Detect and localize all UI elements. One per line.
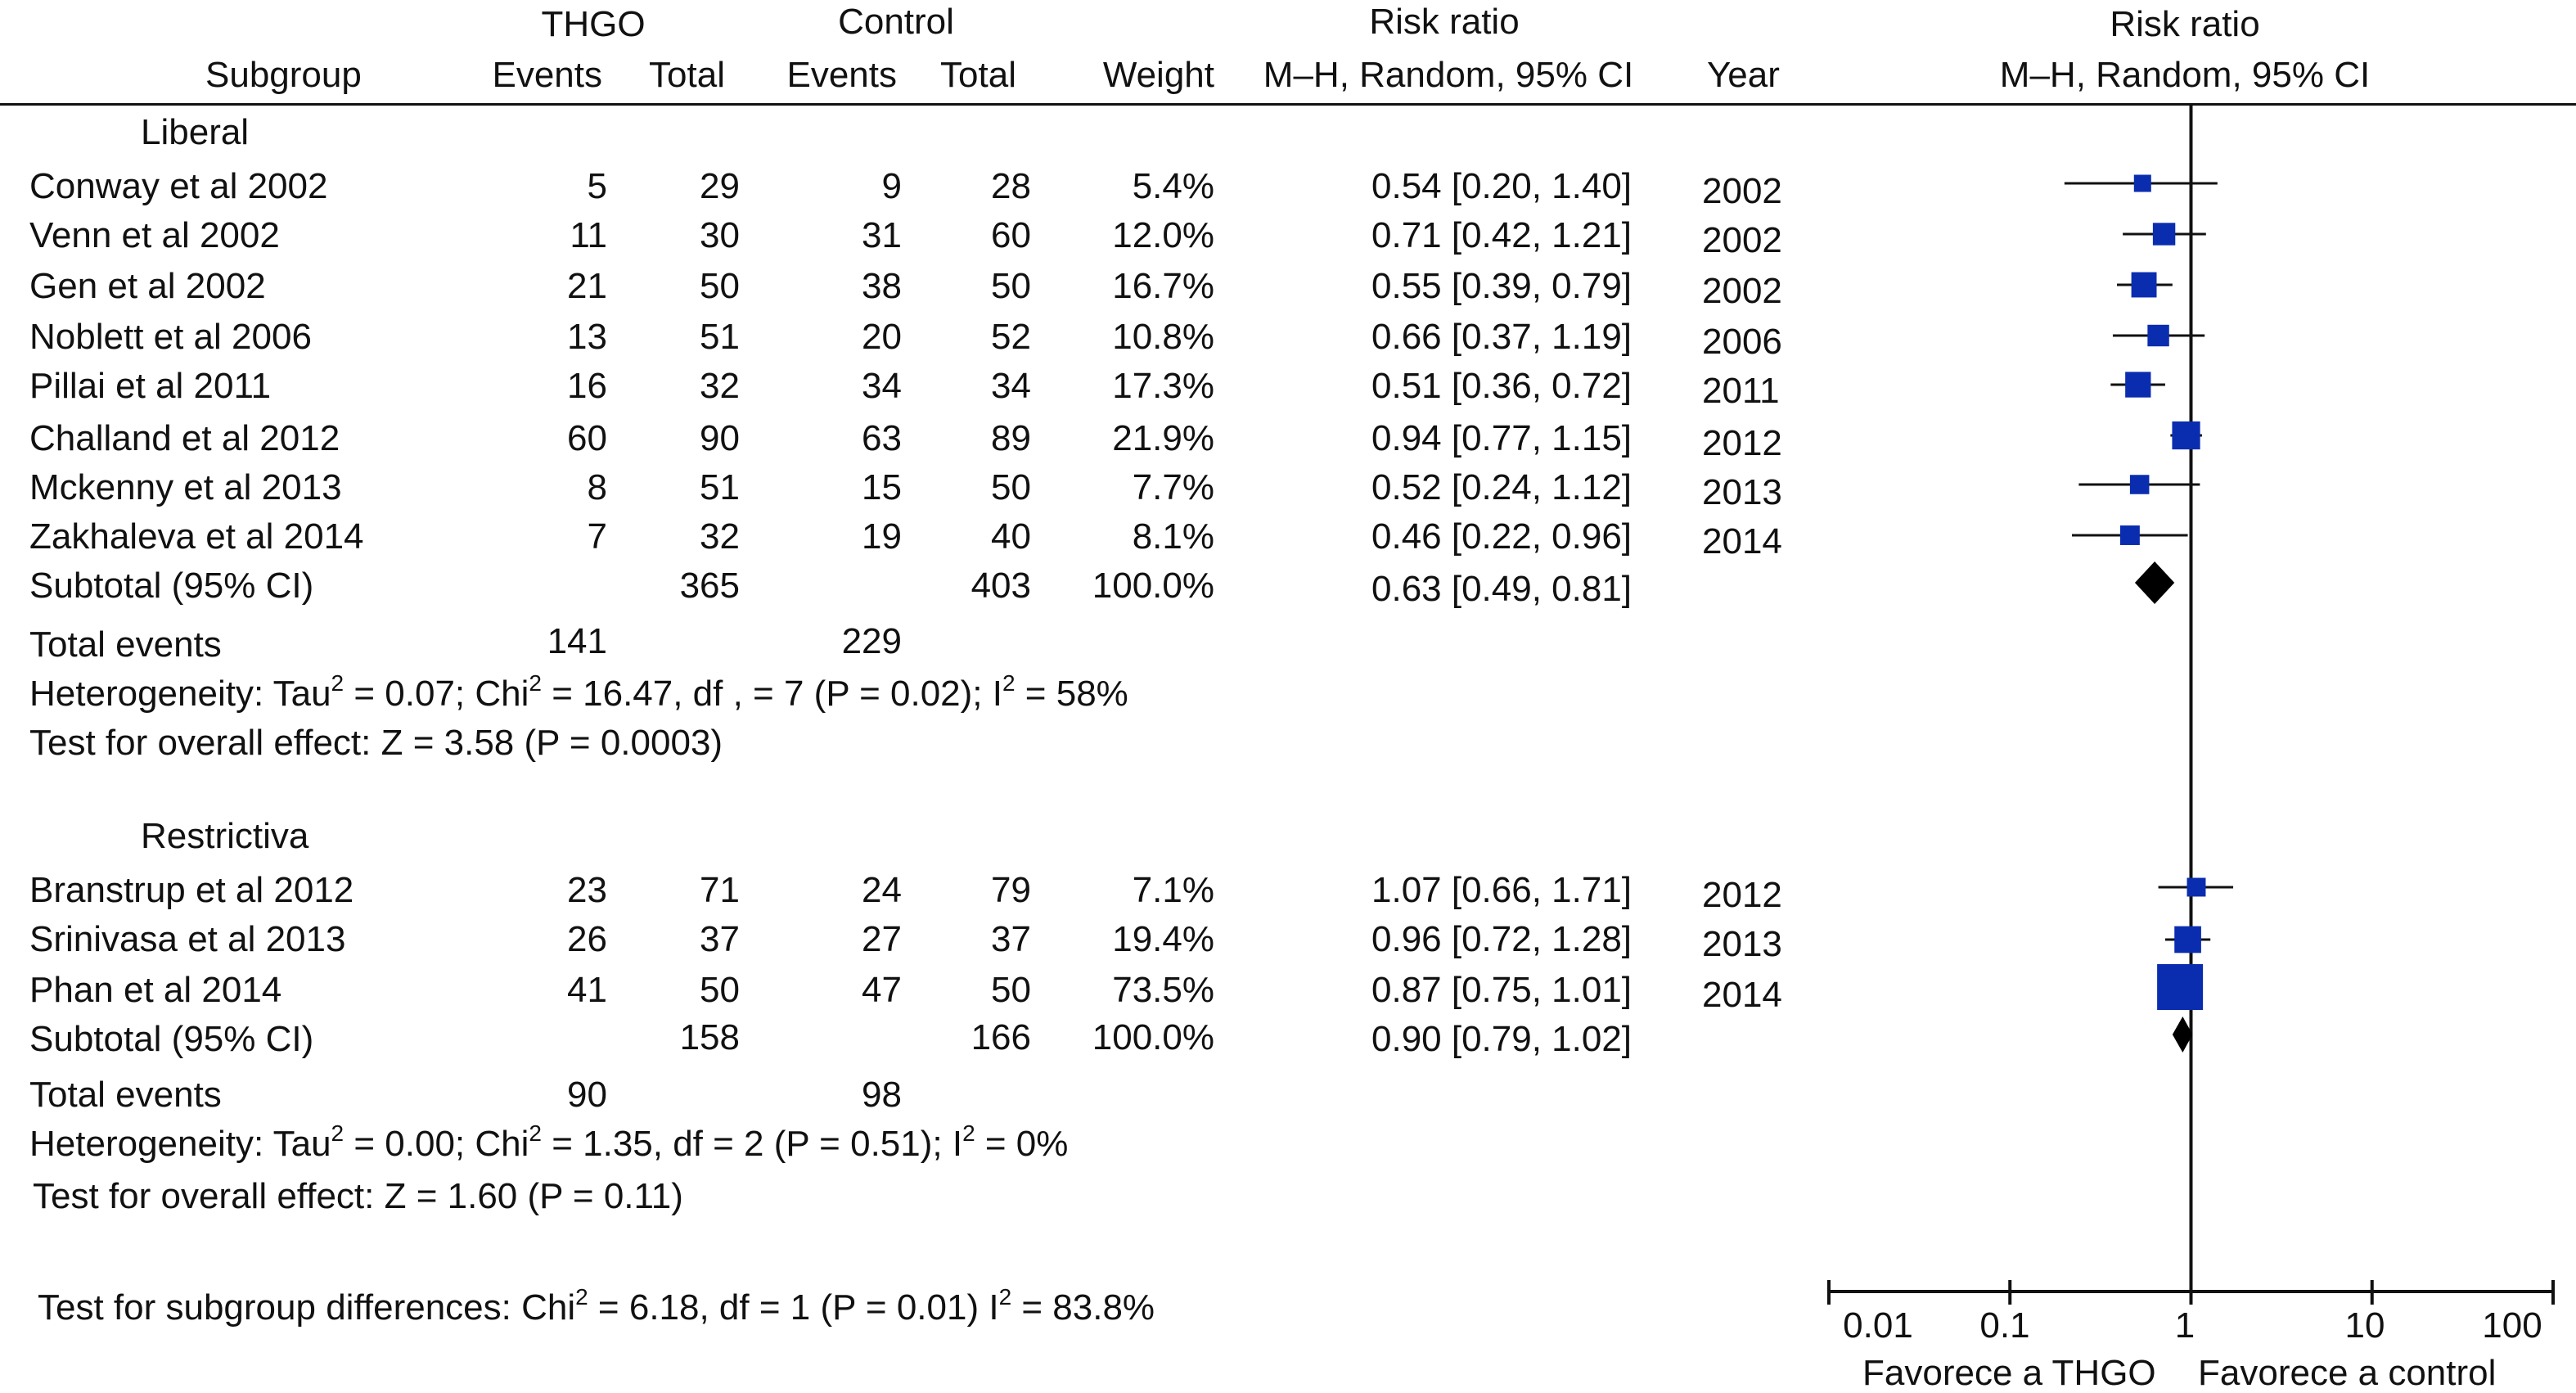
risk-ratio-header: Risk ratio (1369, 2, 1520, 42)
study-name: Branstrup et al 2012 (29, 870, 354, 910)
study-year: 2014 (1702, 975, 1782, 1015)
control-events: 27 (862, 919, 902, 959)
control-total: 52 (991, 317, 1031, 357)
effect-marker (2125, 372, 2150, 397)
risk-ratio-method-header: M–H, Random, 95% CI (1263, 55, 1634, 95)
subtotal-n2: 403 (971, 566, 1031, 606)
subtotal-label: Subtotal (95% CI) (29, 566, 314, 606)
total-events-label-2: Total events (29, 1075, 222, 1115)
control-events: 19 (862, 516, 902, 557)
risk-ratio-ci: 0.51 [0.36, 0.72] (1371, 366, 1633, 406)
thgo-total: 30 (700, 215, 740, 255)
effect-marker (2187, 878, 2206, 897)
weight-value: 73.5% (1112, 970, 1214, 1010)
thgo-total: 71 (700, 870, 740, 910)
control-total: 50 (991, 266, 1031, 306)
heterogeneity-liberal: Heterogeneity: Tau$^2$ = 0.07; Chi$^2$ = 16.47, df , = 7 (P = 0.02); $I^2 = 58\%$ (29, 670, 1128, 714)
events2-header: Events (786, 55, 897, 95)
thgo-events: 60 (567, 418, 607, 458)
thgo-total: 37 (700, 919, 740, 959)
study-name: Pillai et al 2011 (29, 366, 272, 406)
weight-value: 21.9% (1112, 418, 1214, 458)
study-name: Mckenny et al 2013 (29, 467, 342, 507)
group1-header: THGO (541, 4, 646, 44)
study-year: 2012 (1702, 875, 1782, 915)
control-total: 28 (991, 166, 1031, 206)
weight-value: 17.3% (1112, 366, 1214, 406)
total-events-label: Total events (29, 624, 222, 665)
control-events: 63 (862, 418, 902, 458)
favours-left-label: Favorece a THGO (1862, 1353, 2156, 1393)
control-events: 24 (862, 870, 902, 910)
weight-value: 5.4% (1132, 166, 1214, 206)
weight-value: 16.7% (1112, 266, 1214, 306)
study-name: Gen et al 2002 (29, 266, 266, 306)
control-events: 38 (862, 266, 902, 306)
thgo-total: 51 (700, 467, 740, 507)
effect-marker (2134, 174, 2151, 192)
risk-ratio-ci: 0.52 [0.24, 1.12] (1371, 467, 1633, 507)
study-name: Phan et al 2014 (29, 970, 282, 1010)
year-header: Year (1707, 55, 1780, 95)
effect-marker (2120, 525, 2140, 545)
thgo-total: 32 (700, 516, 740, 557)
thgo-events: 26 (567, 919, 607, 959)
total-events-e1-2: 90 (567, 1075, 607, 1115)
control-total: 60 (991, 215, 1031, 255)
control-events: 31 (862, 215, 902, 255)
control-total: 79 (991, 870, 1031, 910)
thgo-events: 16 (567, 366, 607, 406)
study-name: Zakhaleva et al 2014 (29, 516, 364, 557)
risk-ratio-ci: 0.87 [0.75, 1.01] (1371, 970, 1633, 1010)
plot-title: Risk ratio (2110, 4, 2260, 44)
subtotal-weight-2: 100.0% (1092, 1017, 1214, 1057)
overall-effect-restrictiva: Test for overall effect: Z = 1.60 (P = 0.11) (33, 1176, 683, 1216)
total2-header: Total (940, 55, 1016, 95)
thgo-events: 21 (567, 266, 607, 306)
control-events: 47 (862, 970, 902, 1010)
risk-ratio-ci: 0.54 [0.20, 1.40] (1371, 166, 1633, 206)
x-tick-label-2: 1 (2174, 1305, 2195, 1346)
risk-ratio-ci: 0.94 [0.77, 1.15] (1371, 418, 1633, 458)
study-name: Challand et al 2012 (29, 418, 340, 458)
study-name: Noblett et al 2006 (29, 317, 312, 357)
favours-right-label: Favorece a control (2198, 1353, 2497, 1393)
study-year: 2002 (1702, 271, 1782, 311)
weight-value: 10.8% (1112, 317, 1214, 357)
effect-marker (2172, 422, 2200, 449)
control-events: 20 (862, 317, 902, 357)
subtotal-diamond (2135, 561, 2174, 604)
thgo-events: 23 (567, 870, 607, 910)
events1-header: Events (492, 55, 602, 95)
study-year: 2006 (1702, 322, 1782, 362)
study-year: 2014 (1702, 521, 1782, 561)
control-total: 37 (991, 919, 1031, 959)
thgo-events: 13 (567, 317, 607, 357)
subtotal-ci-2: 0.90 [0.79, 1.02] (1371, 1019, 1633, 1059)
effect-marker (2132, 273, 2157, 298)
subgroup-differences-test: Test for subgroup differences: Chi$^2$ = 6.18, df = 1 (P = 0.01) $I^2 = 83.8\%$ (38, 1284, 1155, 1328)
control-total: 40 (991, 516, 1031, 557)
risk-ratio-ci: 0.66 [0.37, 1.19] (1371, 317, 1633, 357)
control-total: 50 (991, 467, 1031, 507)
total1-header: Total (649, 55, 725, 95)
thgo-total: 50 (700, 970, 740, 1010)
control-total: 34 (991, 366, 1031, 406)
weight-header: Weight (1102, 55, 1214, 95)
thgo-events: 7 (587, 516, 607, 557)
effect-marker (2130, 475, 2150, 494)
group2-header: Control (838, 2, 954, 42)
risk-ratio-ci: 0.46 [0.22, 0.96] (1371, 516, 1633, 557)
x-tick-label-3: 10 (2344, 1305, 2385, 1346)
control-events: 34 (862, 366, 902, 406)
total-events-e2-2: 98 (862, 1075, 902, 1115)
effect-marker (2174, 926, 2201, 953)
subtotal-n1-2: 158 (679, 1017, 740, 1057)
x-tick-label-1: 0.1 (1979, 1305, 2030, 1346)
weight-value: 7.1% (1132, 870, 1214, 910)
risk-ratio-ci: 0.71 [0.42, 1.21] (1371, 215, 1633, 255)
study-year: 2013 (1702, 924, 1782, 964)
risk-ratio-ci: 0.55 [0.39, 0.79] (1371, 266, 1633, 306)
study-year: 2011 (1702, 371, 1780, 411)
study-year: 2002 (1702, 171, 1782, 211)
heterogeneity-restrictiva: Heterogeneity: Tau$^2$ = 0.00; Chi$^2$ = 1.35, df = 2 (P = 0.51); $I^2 = 0\%$ (29, 1120, 1069, 1164)
control-total: 89 (991, 418, 1031, 458)
thgo-total: 51 (700, 317, 740, 357)
weight-value: 7.7% (1132, 467, 1214, 507)
thgo-total: 29 (700, 166, 740, 206)
group-label-restrictiva: Restrictiva (141, 816, 309, 856)
weight-value: 19.4% (1112, 919, 1214, 959)
weight-value: 12.0% (1112, 215, 1214, 255)
thgo-events: 5 (587, 166, 607, 206)
thgo-events: 8 (587, 467, 607, 507)
risk-ratio-ci: 0.96 [0.72, 1.28] (1371, 919, 1633, 959)
total-events-e1: 141 (547, 621, 607, 661)
study-year: 2002 (1702, 220, 1782, 260)
x-tick-label-4: 100 (2482, 1305, 2542, 1346)
thgo-total: 32 (700, 366, 740, 406)
control-events: 9 (881, 166, 902, 206)
control-total: 50 (991, 970, 1031, 1010)
thgo-total: 90 (700, 418, 740, 458)
subtotal-n1: 365 (679, 566, 740, 606)
study-name: Srinivasa et al 2013 (29, 919, 346, 959)
subgroup-header: Subgroup (205, 55, 362, 95)
x-tick-label-0: 0.01 (1843, 1305, 1913, 1346)
risk-ratio-ci: 1.07 [0.66, 1.71] (1371, 870, 1633, 910)
plot-method: M–H, Random, 95% CI (1999, 55, 2371, 95)
total-events-e2: 229 (841, 621, 902, 661)
thgo-total: 50 (700, 266, 740, 306)
study-name: Conway et al 2002 (29, 166, 328, 206)
subtotal-ci: 0.63 [0.49, 0.81] (1371, 569, 1633, 609)
subtotal-weight: 100.0% (1092, 566, 1214, 606)
study-year: 2013 (1702, 472, 1782, 512)
group-label-liberal: Liberal (141, 112, 250, 152)
study-name: Venn et al 2002 (29, 215, 280, 255)
overall-effect-liberal: Test for overall effect: Z = 3.58 (P = 0.0003) (29, 723, 723, 763)
control-events: 15 (862, 467, 902, 507)
effect-marker (2153, 223, 2175, 245)
effect-marker (2157, 964, 2203, 1010)
effect-marker (2147, 325, 2168, 346)
thgo-events: 41 (567, 970, 607, 1010)
weight-value: 8.1% (1132, 516, 1214, 557)
study-year: 2012 (1702, 423, 1782, 463)
subtotal-label-2: Subtotal (95% CI) (29, 1019, 314, 1059)
subtotal-n2-2: 166 (971, 1017, 1031, 1057)
thgo-events: 11 (570, 215, 607, 255)
